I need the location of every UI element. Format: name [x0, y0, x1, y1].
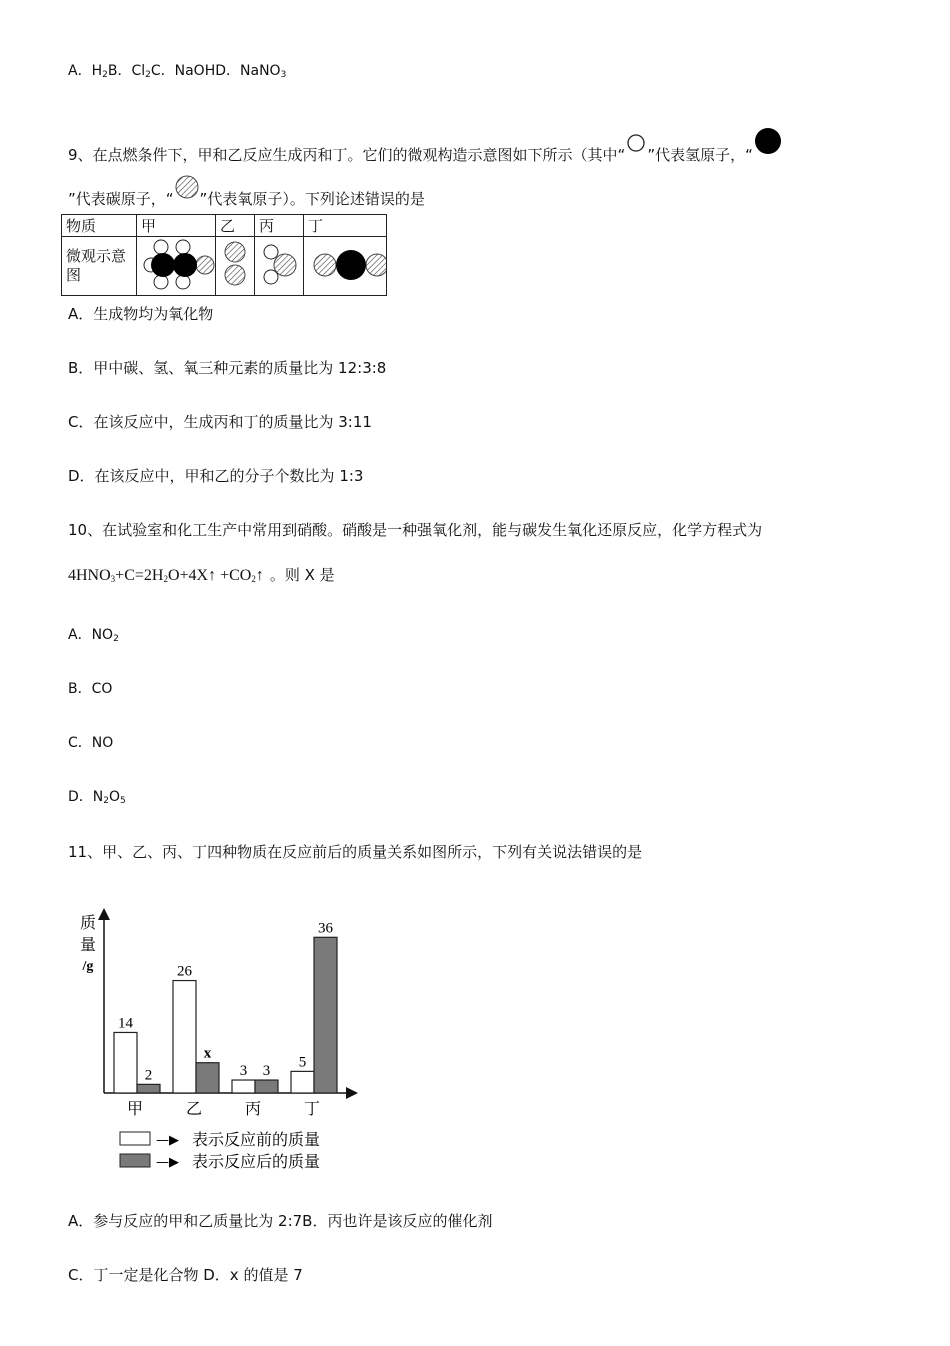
data-label-甲-before: 14: [118, 1015, 133, 1032]
data-label-乙-before: 26: [177, 963, 192, 980]
y-label-char2: 量: [79, 935, 97, 954]
q10-d-sub1: 2: [103, 796, 109, 806]
q8-d-sub: 3: [280, 70, 287, 80]
bar-丁-before: [291, 1071, 314, 1093]
eq-part4: ↑: [255, 567, 264, 584]
data-label-甲-after: 2: [144, 1067, 153, 1084]
y-label-unit: /g: [82, 959, 94, 974]
bar-甲-before: [114, 1032, 137, 1093]
q9-stem-text2: ”代表氢原子，“: [647, 146, 753, 164]
q10-stem: 10、在试验室和化工生产中常用到硝酸。硝酸是一种强氧化剂，能与碳发生氧化还原反应，化学方程式为: [68, 521, 763, 539]
q10-equation-line: [68, 565, 335, 589]
q9-stem-text3: ”代表碳原子，“: [68, 190, 174, 208]
eq-sub2: 2: [163, 574, 168, 584]
x-tick-label-丁: 丁: [303, 1099, 321, 1118]
molecule-yi-cell: [216, 237, 255, 296]
q10-a-sub: 2: [113, 634, 119, 644]
q10-option-c: C．NO: [68, 735, 114, 751]
q8-option-d: D．NaNO: [215, 63, 281, 79]
q11-options-line2: C．丁一定是化合物 D．x 的值是 7: [68, 1266, 303, 1284]
q10-option-d: [68, 787, 126, 811]
q9-option-c: C．在该反应中，生成丙和丁的质量比为 3:11: [68, 413, 372, 431]
q9-stem-text4: ”代表氧原子）。下列论述错误的是: [199, 190, 425, 208]
bar-丙-after: [255, 1080, 278, 1093]
mass-bar-chart: [72, 898, 372, 1178]
chemical-equation: [68, 567, 264, 584]
data-label-乙-after: x: [203, 1045, 212, 1062]
q11-stem: 11、甲、乙、丙、丁四种物质在反应前后的质量关系如图所示，下列有关说法错误的是: [68, 843, 643, 861]
molecule-ding-cell: [304, 237, 387, 296]
eq-part3: O+4X↑ +CO: [167, 567, 252, 584]
q9-option-b: B．甲中碳、氢、氧三种元素的质量比为 12:3:8: [68, 359, 387, 377]
q9-option-d: D．在该反应中，甲和乙的分子个数比为 1:3: [68, 467, 364, 485]
q10-a-text: A．NO: [68, 627, 114, 643]
carbon-dioxide-molecule-icon: [304, 237, 386, 291]
x-tick-label-甲: 甲: [126, 1099, 144, 1118]
y-label-char1: 质: [79, 913, 97, 932]
water-molecule-icon: [255, 237, 303, 291]
molecule-jia-cell: [137, 237, 216, 296]
eq-sub1: 3: [110, 574, 116, 584]
q8-options: [68, 61, 286, 85]
legend-arrow-before: —▶: [156, 1133, 179, 1148]
eq-sub3: 2: [251, 574, 256, 584]
q9-option-a: A．生成物均为氧化物: [68, 305, 214, 323]
q10-d-mid: O: [109, 789, 121, 805]
table-header-substance: 物质: [62, 215, 137, 237]
bar-丁-after: [314, 937, 337, 1093]
eq-part1: 4HNO: [68, 567, 111, 584]
q8-option-b: B．Cl: [107, 63, 146, 79]
molecule-table: [61, 214, 387, 296]
data-label-丙-before: 3: [239, 1063, 248, 1080]
q10-option-b: B．CO: [68, 681, 113, 697]
legend-swatch-before: [120, 1132, 150, 1145]
q10-d-sub2: 5: [120, 796, 126, 806]
data-label-丙-after: 3: [262, 1063, 271, 1080]
q10-option-a: [68, 625, 119, 649]
bar-乙-before: [173, 981, 196, 1093]
carbon-atom-icon: [753, 126, 783, 156]
x-tick-label-丙: 丙: [244, 1099, 262, 1118]
q9-stem-line1: [68, 126, 783, 165]
q8-option-c: C．NaOH: [150, 63, 216, 79]
table-header-yi: 乙: [216, 215, 255, 237]
data-label-丁-before: 5: [298, 1054, 307, 1071]
data-label-丁-after: 36: [318, 920, 333, 937]
q8-option-a: A．H: [68, 63, 103, 79]
table-header-ding: 丁: [304, 215, 387, 237]
ethanol-molecule-icon: [137, 237, 215, 291]
table-row-label: 微观示意图: [62, 237, 137, 296]
table-header-jia: 甲: [137, 215, 216, 237]
oxygen-molecule-icon: [216, 237, 254, 291]
hydrogen-atom-icon: [625, 132, 647, 154]
legend-label-after: 表示反应后的质量: [192, 1152, 321, 1171]
oxygen-atom-icon: [174, 174, 200, 200]
bars-group: [114, 920, 337, 1118]
q8-a-sub: 2: [102, 70, 108, 80]
q9-stem-text1: 9、在点燃条件下，甲和乙反应生成丙和丁。它们的微观构造示意图如下所示（其中“: [68, 146, 626, 164]
bar-乙-after: [196, 1063, 219, 1093]
molecule-bing-cell: [255, 237, 304, 296]
table-header-bing: 丙: [255, 215, 304, 237]
x-tick-label-乙: 乙: [185, 1099, 203, 1118]
legend-arrow-after: —▶: [156, 1155, 179, 1170]
q10-tail: 。则 X 是: [269, 566, 335, 584]
q8-b-sub: 2: [145, 70, 151, 80]
eq-part2: +C=2H: [115, 567, 164, 584]
legend-swatch-after: [120, 1154, 150, 1167]
q10-d-text: D．N: [68, 789, 104, 805]
legend-label-before: 表示反应前的质量: [192, 1130, 321, 1149]
bar-甲-after: [137, 1084, 160, 1093]
q11-options-line1: A．参与反应的甲和乙质量比为 2:7B．丙也许是该反应的催化剂: [68, 1212, 493, 1230]
bar-丙-before: [232, 1080, 255, 1093]
q9-stem-line2: [68, 174, 425, 209]
